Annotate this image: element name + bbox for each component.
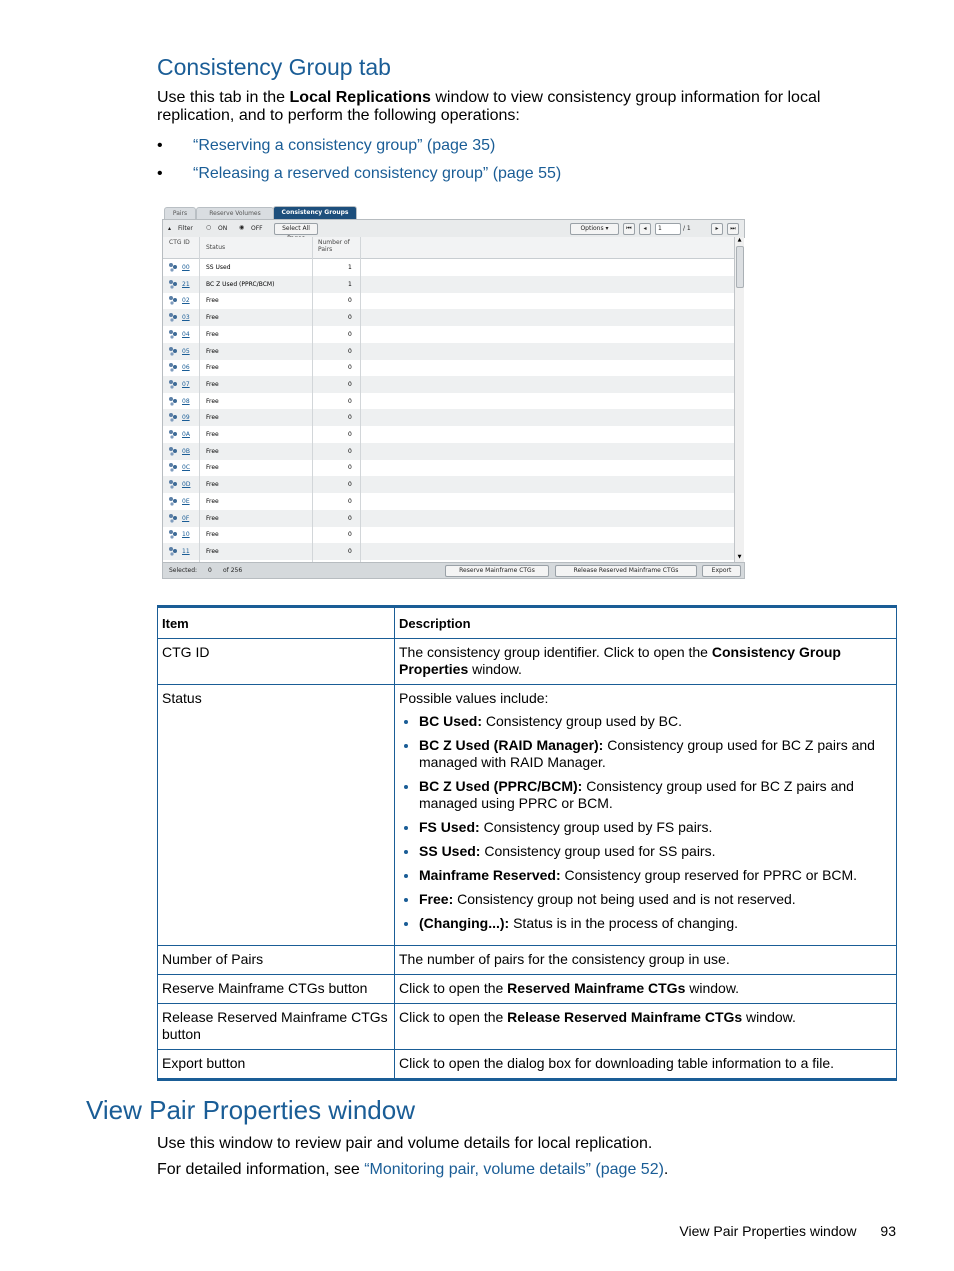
description-cell [395,1004,897,1050]
ctg-number-of-pairs: 0 [348,547,352,555]
release-reserved-mainframe-ctgs-button[interactable]: Release Reserved Mainframe CTGs [555,565,697,577]
ctg-status: Free [206,514,219,522]
description-cell [395,685,897,946]
column-header-ctg-id[interactable]: CTG ID [169,239,190,246]
status-value-item [419,713,892,730]
consistency-group-icon [168,496,178,506]
status-desc: Consistency group used by FS pairs. [479,819,713,835]
ctg-status: Free [206,330,219,338]
column-divider [199,237,200,562]
item-description-table [157,605,897,1081]
view-pair-line-2-text: For detailed information, see [157,1161,365,1178]
view-pair-line-2 [157,1161,668,1179]
ctg-id-link[interactable]: 0E [182,497,190,505]
total-count: of 256 [223,567,243,574]
status-intro: Possible values include: [399,690,549,706]
ctg-number-of-pairs: 0 [348,481,352,489]
ctg-status: BC Z Used (PPRC/BCM) [206,280,275,288]
ctg-status: Free [206,431,219,438]
page-total: / 1 [683,225,691,232]
footer-label: View Pair Properties window [679,1223,857,1239]
description-text: The consistency group identifier. Click to open the [399,644,712,660]
description-text-end: window. [742,1009,796,1025]
item-cell: CTG ID [158,639,395,685]
ctg-status: Free [206,397,219,405]
table-header-row [158,607,897,639]
ctg-number-of-pairs: 0 [348,431,352,438]
scrollbar-thumb[interactable] [736,246,744,288]
ctg-status: Free [206,481,219,489]
status-value-item [419,891,892,908]
vertical-scrollbar[interactable] [734,237,744,562]
ctg-number-of-pairs: 0 [348,364,352,372]
consistency-group-icon [168,529,178,539]
ctg-number-of-pairs: 0 [348,514,352,522]
consistency-group-icon [168,462,178,472]
bullet-icon: • [157,165,163,182]
table-row [158,946,897,975]
status-desc: Consistency group used for BC Z pairs and managed using PPRC or BCM. [419,778,854,811]
filter-on-label: ON [218,225,228,232]
ctg-number-of-pairs: 0 [348,497,352,505]
description-cell [395,639,897,685]
ctg-number-of-pairs: 0 [348,447,352,455]
status-value-item [419,737,892,771]
link-reserving-consistency-group[interactable]: “Reserving a consistency group” (page 35) [193,137,496,154]
options-label: Options [580,225,604,232]
consistency-group-icon [168,346,178,356]
toolbar [162,219,745,238]
ctg-number-of-pairs: 0 [348,330,352,338]
ctg-status: Free [206,414,219,422]
description-bold-text: Reserved Mainframe CTGs [507,980,686,996]
ctg-status: Free [206,364,219,372]
consistency-group-icon [168,396,178,406]
ctg-status: Free [206,547,219,555]
ctg-row[interactable] [163,376,735,393]
column-divider [312,237,313,562]
status-term: Free: [419,891,454,907]
header-description: Description [395,607,897,639]
reserve-mainframe-ctgs-button[interactable]: Reserve Mainframe CTGs [445,565,549,577]
page-number-input[interactable]: 1 [655,223,681,235]
status-term: BC Used: [419,713,483,729]
tab-bar [162,205,745,219]
tab-consistency-groups[interactable]: Consistency Groups [273,206,357,220]
select-all-pages-button[interactable]: Select All [274,223,318,235]
description-text: Click to open the [399,1009,508,1025]
filter-off-radio[interactable]: ◉ [239,224,245,231]
ctg-id-link[interactable]: 02 [182,297,190,305]
ctg-status: Free [206,447,219,455]
ctg-id-link[interactable]: 21 [182,280,190,288]
ctg-id-link[interactable]: 04 [182,330,190,338]
ctg-table-header [163,237,735,259]
description-bold-text: Release Reserved Mainframe CTGs [507,1009,743,1025]
ctg-row[interactable] [163,393,735,410]
intro-text: Use this tab in the [157,89,290,106]
ctg-row[interactable] [163,343,735,360]
consistency-group-icon [168,513,178,523]
ctg-status: Free [206,347,219,355]
header-item: Item [158,607,395,639]
ctg-row[interactable] [163,309,735,326]
status-term: Mainframe Reserved: [419,867,561,883]
view-pair-line-2-end: . [663,1161,669,1178]
ctg-row[interactable] [163,326,735,343]
ctg-id-link[interactable]: 05 [182,347,190,355]
ctg-status: Free [206,497,219,505]
chevron-down-icon: ▾ [605,225,609,232]
ctg-id-link[interactable]: 0C [182,464,191,472]
previous-page-icon[interactable]: ◂ [639,223,651,235]
ctg-number-of-pairs: 0 [348,397,352,405]
status-value-item [419,867,892,884]
ctg-id-link[interactable]: 11 [182,547,190,555]
ctg-number-of-pairs: 1 [348,264,352,271]
ctg-id-link[interactable]: 03 [182,314,190,322]
link-monitoring-pair-volume-details[interactable]: “Monitoring pair, volume details” (page 52) [364,1161,664,1178]
ctg-row[interactable] [163,359,735,376]
ctg-row[interactable] [163,409,735,426]
page-number: 93 [880,1223,896,1239]
consistency-group-icon [168,446,178,456]
description-cell [395,975,897,1004]
status-desc: Consistency group used by BC. [482,713,683,729]
table-row [158,1004,897,1050]
ctg-id-link[interactable]: 07 [182,380,190,388]
description-text-end: window. [468,661,522,677]
ctg-row[interactable] [163,459,735,476]
ctg-status: SS Used [206,264,231,271]
first-page-icon[interactable]: ⏮ [623,223,635,235]
ctg-status: Free [206,314,219,322]
consistency-group-icon [168,379,178,389]
consistency-groups-screenshot [162,205,745,578]
consistency-group-icon [168,546,178,556]
scroll-up-icon[interactable]: ▲ [737,237,742,243]
status-term: BC Z Used (PPRC/BCM): [419,778,583,794]
column-header-status[interactable]: Status [206,244,226,251]
section-heading: Consistency Group tab [157,54,391,80]
ctg-number-of-pairs: 0 [348,531,352,539]
table-row [158,685,897,946]
intro-text-end: window to view consistency group information for local replication, and to perform the following operations: [157,89,821,124]
status-values-list [399,713,892,932]
status-desc: Status is in the process of changing. [509,915,739,931]
filter-label[interactable]: Filter [178,225,193,232]
description-text-end: window. [685,980,740,996]
operation-link-item [157,165,163,183]
ctg-row[interactable] [163,493,735,510]
status-value-item [419,915,892,932]
options-button[interactable] [570,223,619,235]
ctg-id-link[interactable]: 06 [182,364,190,372]
status-value-item [419,778,892,812]
ctg-row[interactable] [163,476,735,493]
intro-paragraph [157,89,877,125]
ctg-id-link[interactable]: 00 [182,264,190,271]
ctg-row[interactable] [163,443,735,460]
consistency-group-icon [168,312,178,322]
ctg-id-link[interactable]: 0B [182,447,190,455]
consistency-group-icon [168,262,178,272]
export-button[interactable]: Export [702,565,741,577]
bullet-icon: • [157,137,163,154]
item-cell: Export button [158,1050,395,1080]
status-bar [162,562,745,579]
status-desc: Consistency group used for BC Z pairs and managed with RAID Manager. [419,737,875,770]
description-bold-text: Consistency Group Properties [399,644,841,677]
operation-link-item [157,137,163,155]
page-footer [679,1223,896,1239]
ctg-number-of-pairs: 1 [348,280,352,288]
ctg-row[interactable] [163,259,735,276]
status-desc: Consistency group not being used and is not reserved. [453,891,796,907]
table-row [158,1050,897,1080]
ctg-status: Free [206,531,219,539]
ctg-number-of-pairs: 0 [348,347,352,355]
consistency-group-icon [168,279,178,289]
description-cell: The number of pairs for the consistency group in use. [395,946,897,975]
consistency-group-icon [168,479,178,489]
ctg-row[interactable] [163,276,735,293]
view-pair-line-1: Use this window to review pair and volume details for local replication. [157,1135,653,1152]
consistency-group-icon [168,329,178,339]
item-cell: Status [158,685,395,946]
column-header-number-of-pairs[interactable]: Number of Pairs [318,239,350,253]
scroll-down-icon[interactable]: ▼ [737,554,742,560]
selected-label: Selected: [169,567,198,574]
status-term: (Changing...): [419,915,510,931]
status-value-item [419,819,892,836]
ctg-number-of-pairs: 0 [348,414,352,422]
filter-on-radio[interactable]: ○ [206,224,212,231]
description-text: Click to open the [399,980,508,996]
link-releasing-consistency-group[interactable]: “Releasing a reserved consistency group” (page 55) [193,165,562,182]
description-cell: Click to open the dialog box for downloading table information to a file. [395,1050,897,1080]
tab-reserve-volumes[interactable]: Reserve Volumes [196,207,274,220]
ctg-id-link[interactable]: 09 [182,414,190,422]
status-term: SS Used: [419,843,481,859]
ctg-row[interactable] [163,526,735,543]
ctg-id-link[interactable]: 0A [182,431,190,438]
column-divider [360,237,361,562]
ctg-table [162,237,735,562]
item-cell: Number of Pairs [158,946,395,975]
consistency-group-icon [168,295,178,305]
filter-off-label: OFF [251,225,263,232]
status-term: BC Z Used (RAID Manager): [419,737,604,753]
table-row [158,639,897,685]
ctg-id-link[interactable]: 0D [182,481,191,489]
item-cell: Release Reserved Mainframe CTGs button [158,1004,395,1050]
status-term: FS Used: [419,819,480,835]
consistency-group-icon [168,429,178,439]
ctg-number-of-pairs: 0 [348,380,352,388]
table-row [158,975,897,1004]
status-value-item [419,843,892,860]
last-page-icon[interactable]: ⏭ [727,223,739,235]
ctg-status: Free [206,380,219,388]
status-desc: Consistency group used for SS pairs. [480,843,716,859]
selected-count: 0 [208,567,212,574]
tab-pairs[interactable]: Pairs [164,207,196,220]
ctg-number-of-pairs: 0 [348,314,352,322]
ctg-number-of-pairs: 0 [348,464,352,472]
ctg-id-link[interactable]: 08 [182,397,190,405]
filter-icon[interactable]: ▴ [168,225,172,232]
next-page-icon[interactable]: ▸ [711,223,723,235]
intro-bold-text: Local Replications [289,89,431,106]
view-pair-heading: View Pair Properties window [86,1095,415,1125]
status-desc: Consistency group reserved for PPRC or BCM. [560,867,858,883]
ctg-status: Free [206,297,219,305]
ctg-row[interactable] [163,426,735,443]
ctg-row[interactable] [163,543,735,560]
consistency-group-icon [168,362,178,372]
ctg-id-link[interactable]: 10 [182,531,190,539]
ctg-row[interactable] [163,292,735,309]
ctg-number-of-pairs: 0 [348,297,352,305]
item-cell: Reserve Mainframe CTGs button [158,975,395,1004]
ctg-row[interactable] [163,510,735,527]
consistency-group-icon [168,412,178,422]
ctg-id-link[interactable]: 0F [182,514,190,522]
ctg-status: Free [206,464,219,472]
